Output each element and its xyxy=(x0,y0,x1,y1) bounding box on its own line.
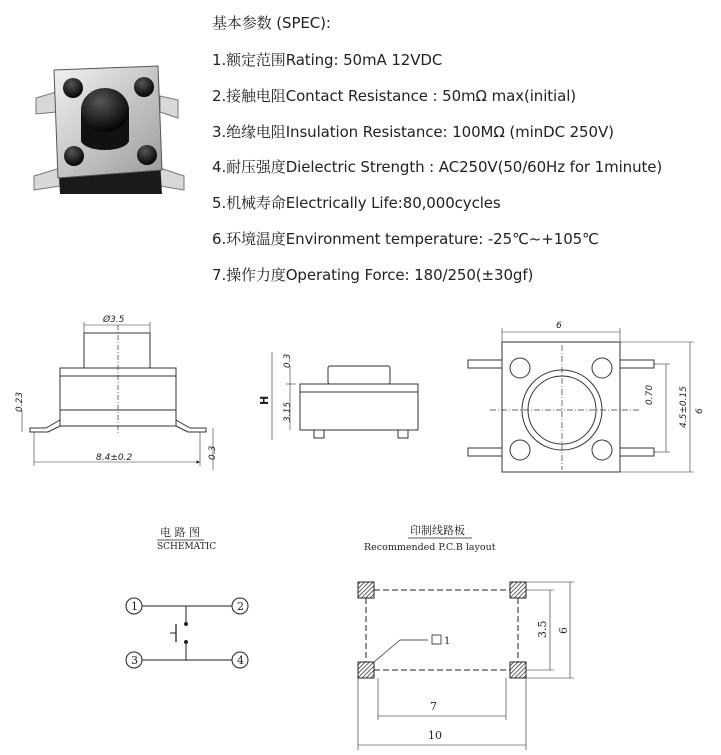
schematic-diagram xyxy=(126,540,248,668)
front-view-drawing xyxy=(22,322,213,470)
spec-title: 基本参数 (SPEC): xyxy=(212,14,331,32)
pcb-dim-v1: 3.5 xyxy=(536,620,549,638)
pcb-dim-v2: 6 xyxy=(557,627,570,634)
spec-item: 6.环境温度Environment temperature: -25℃~+105℃ xyxy=(212,230,599,248)
pcb-dim-h2: 10 xyxy=(428,729,442,742)
top-view-drawing xyxy=(468,328,694,472)
pin-label: 2 xyxy=(237,600,244,613)
spec-item: 2.接触电阻Contact Resistance : 50mΩ max(initial) xyxy=(212,87,577,105)
dim-left: 0.23 xyxy=(15,391,25,412)
spec-item: 7.操作力度Operating Force: 180/250(±30gf) xyxy=(212,266,534,284)
dim-top-a: 0.70 xyxy=(645,384,655,405)
spec-item: 4.耐压强度Dielectric Strength : AC250V(50/60Hz for 1minute) xyxy=(212,158,663,176)
pcb-hole-label: 1 xyxy=(444,636,451,647)
pcb-title-cn: 印制线路板 xyxy=(410,524,465,537)
dim-top-b: 4.5±0.15 xyxy=(679,386,689,428)
pcb-title-en: Recommended P.C.B layout xyxy=(364,542,496,553)
spec-item: 5.机械寿命Electrically Life:80,000cycles xyxy=(212,194,501,212)
pin-label: 4 xyxy=(237,654,244,667)
label-h: H xyxy=(258,395,271,405)
pin-label: 3 xyxy=(131,654,138,667)
dim-side-body: 3.15 xyxy=(283,401,293,422)
side-view-drawing xyxy=(272,352,418,440)
pcb-dim-h1: 7 xyxy=(430,700,437,713)
spec-item: 3.绝缘电阻Insulation Resistance: 100MΩ (minDC 250V) xyxy=(212,123,614,141)
dim-lead: 0.3 xyxy=(208,445,218,460)
dim-top-c: 6 xyxy=(695,408,705,414)
schematic-title-en: SCHEMATIC xyxy=(157,542,217,552)
pin-label: 1 xyxy=(131,600,138,613)
schematic-title-cn: 电 路 图 xyxy=(160,526,200,539)
dim-diameter: Ø3.5 xyxy=(103,315,125,325)
pcb-layout-drawing xyxy=(358,538,574,750)
dim-side-top: 0.3 xyxy=(283,353,293,368)
switch-photo xyxy=(34,66,184,194)
dim-width: 8.4±0.2 xyxy=(96,453,133,463)
spec-item: 1.额定范围Rating: 50mA 12VDC xyxy=(212,51,443,69)
dim-top-width: 6 xyxy=(556,321,562,331)
